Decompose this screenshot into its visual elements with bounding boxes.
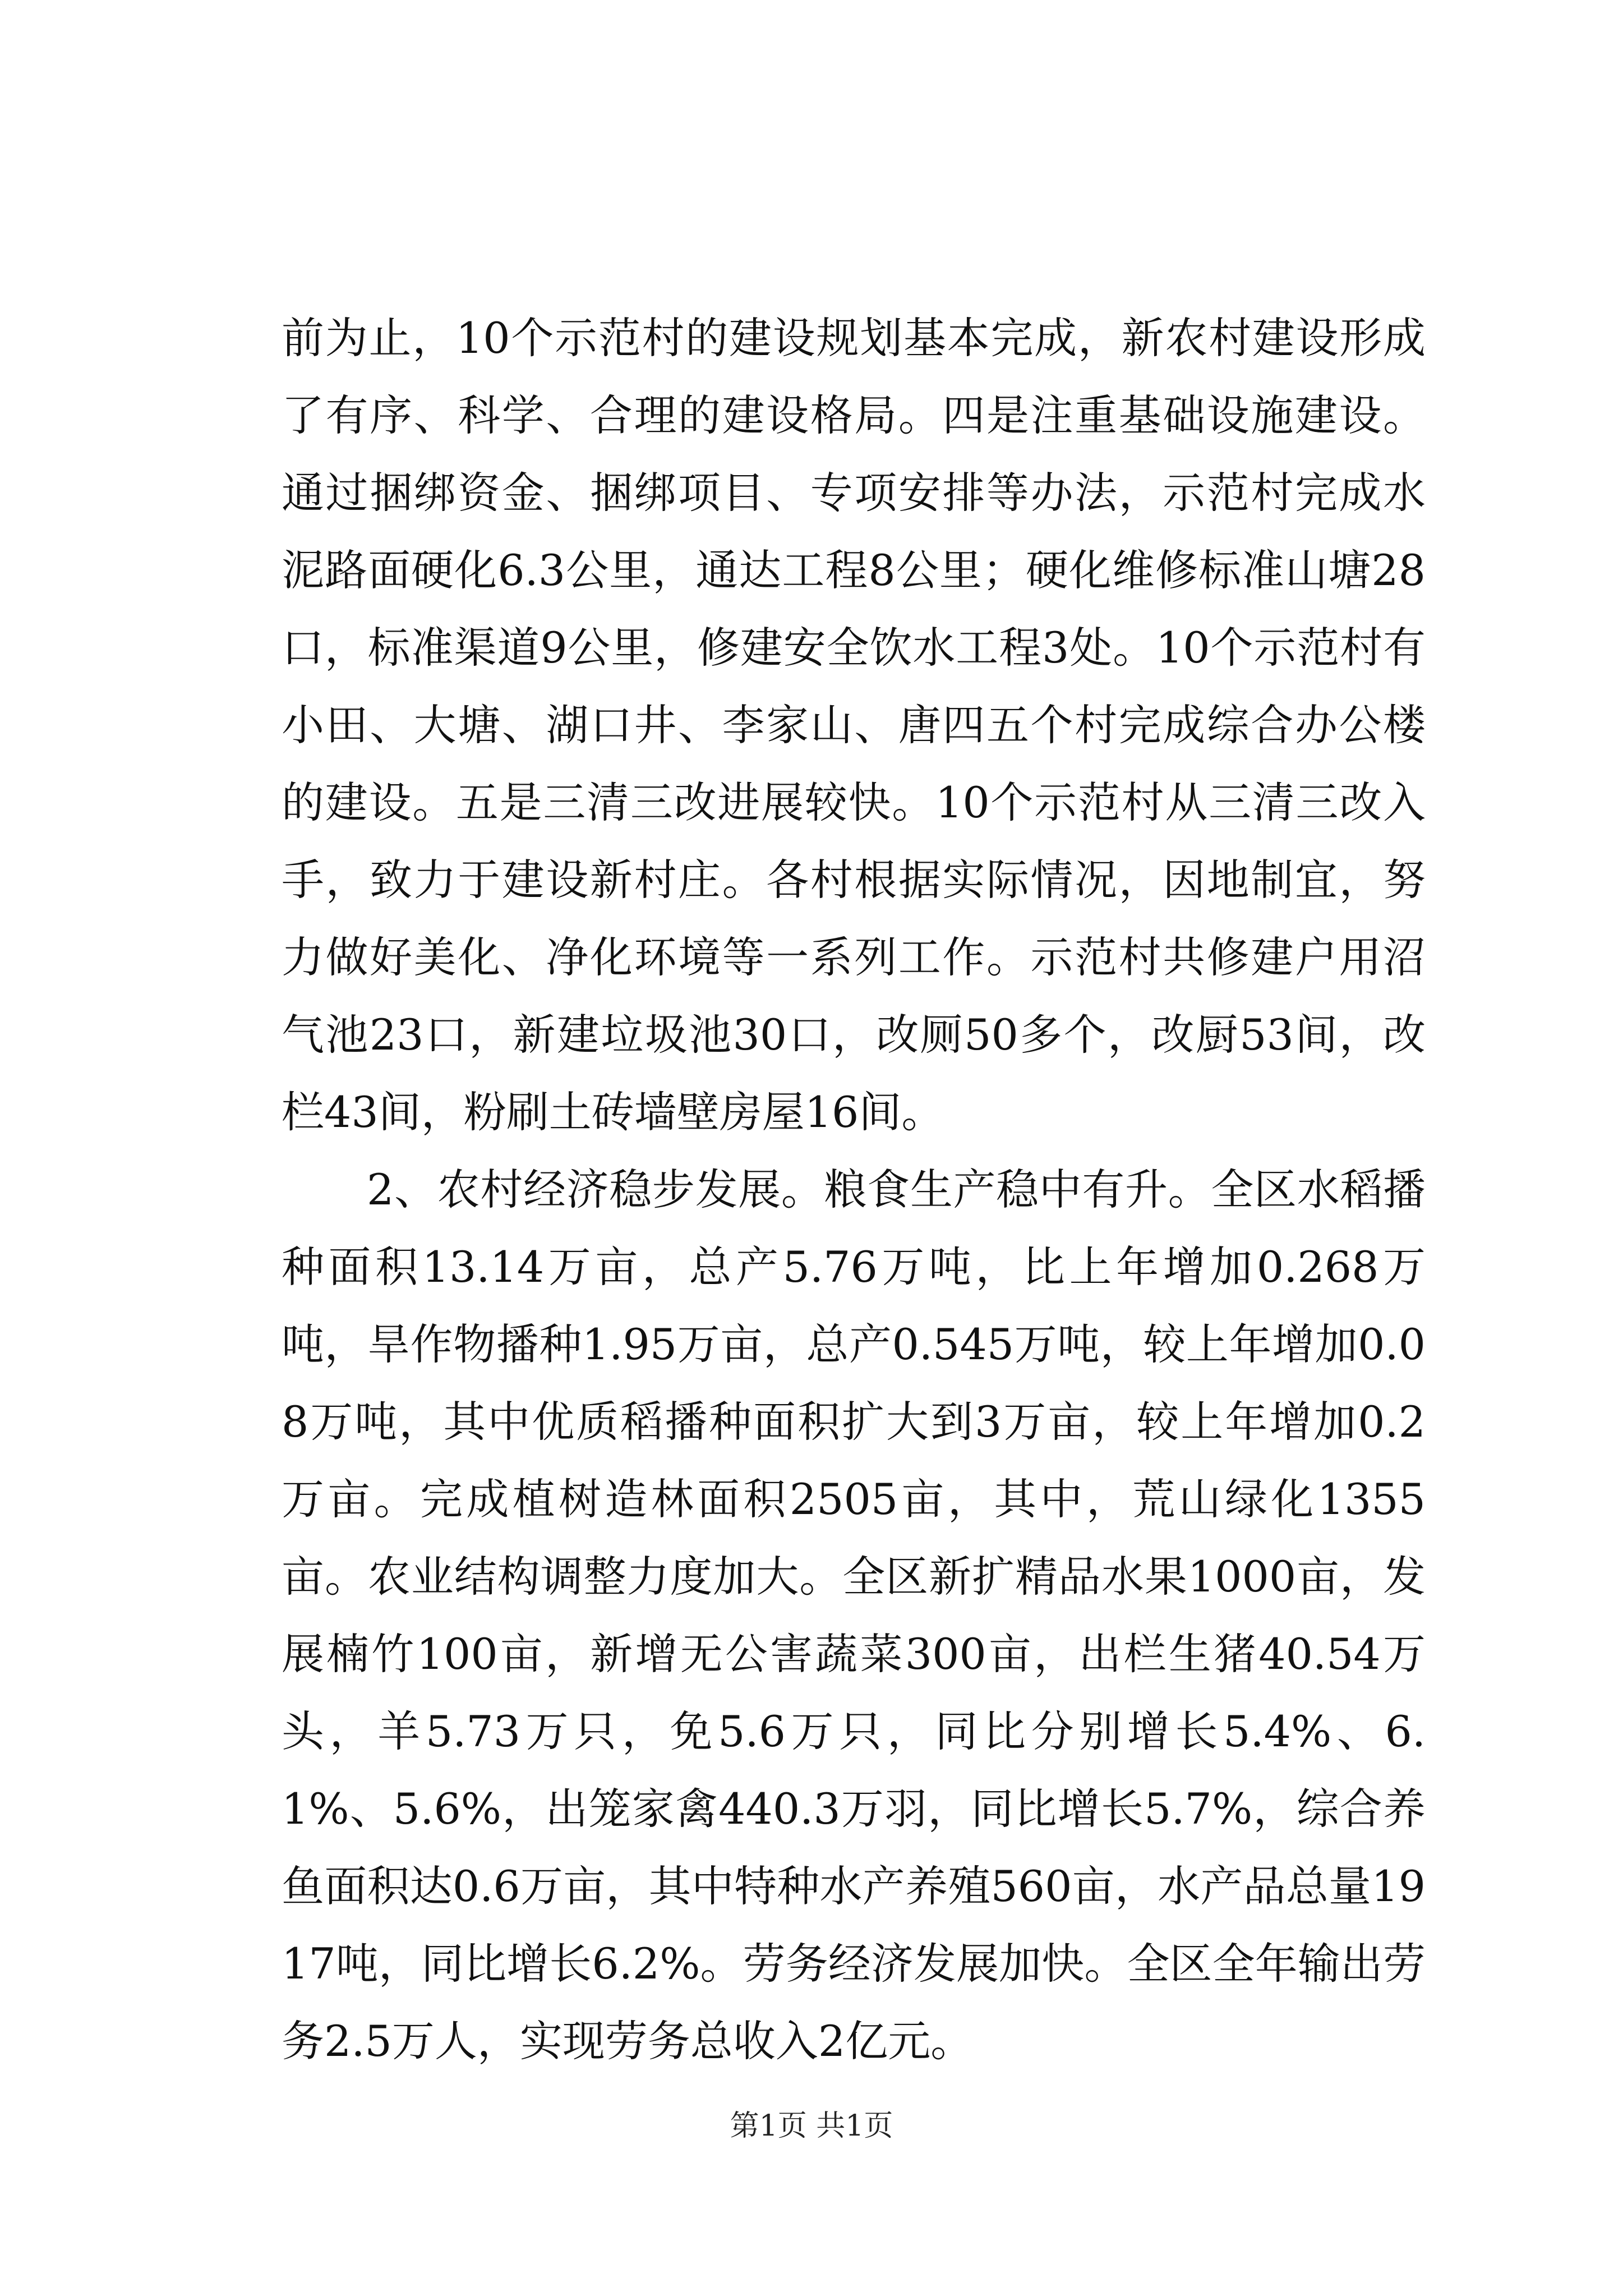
paragraph-continuation: 前为止，10个示范村的建设规划基本完成，新农村建设形成了有序、科学、合理的建设格局。四是注重基础设施建设。通过捆绑资金、捆绑项目、专项安排等办法，示范村完成水泥路面硬化6.3公里，通达工程8公里；硬化维修标准山塘28口，标准渠道9公里，修建安全饮水工程3处。10个示范村有小田、大塘、湖口井、李家山、唐四五个村完成综合办公楼的建设。五是三清三改进展较快。10个示范村从三清三改入手，致力于建设新村庄。各村根据实际情况，因地制宜，努力做好美化、净化环境等一系列工作。示范村共修建户用沼气池23口，新建垃圾池30口，改厕50多个，改厨53间，改栏43间，粉刷土砖墙壁房屋16间。	[282, 313, 1426, 1137]
paragraph-rural-economy: 2、农村经济稳步发展。粮食生产稳中有升。全区水稻播种面积13.14万亩，总产5.76万吨，比上年增加0.268万吨，旱作物播种1.95万亩，总产0.545万吨，较上年增加0.08万吨，其中优质稻播种面积扩大到3万亩，较上年增加0.2万亩。完成植树造林面积2505亩，其中，荒山绿化1355亩。农业结构调整力度加大。全区新扩精品水果1000亩，发展楠竹100亩，新增无公害蔬菜300亩，出栏生猪40.54万头，羊5.73万只，免5.6万只，同比分别增长5.4%、6.1%、5.6%，出笼家禽440.3万羽，同比增长5.7%，综合养鱼面积达0.6万亩，其中特种水产养殖560亩，水产品总量1917吨，同比增长6.2%。劳务经济发展加快。全区全年输出劳务2.5万人，实现劳务总收入2亿元。	[282, 1165, 1426, 2066]
document-body	[282, 300, 1426, 2080]
page-number-footer: 第1页 共1页	[730, 2109, 893, 2143]
